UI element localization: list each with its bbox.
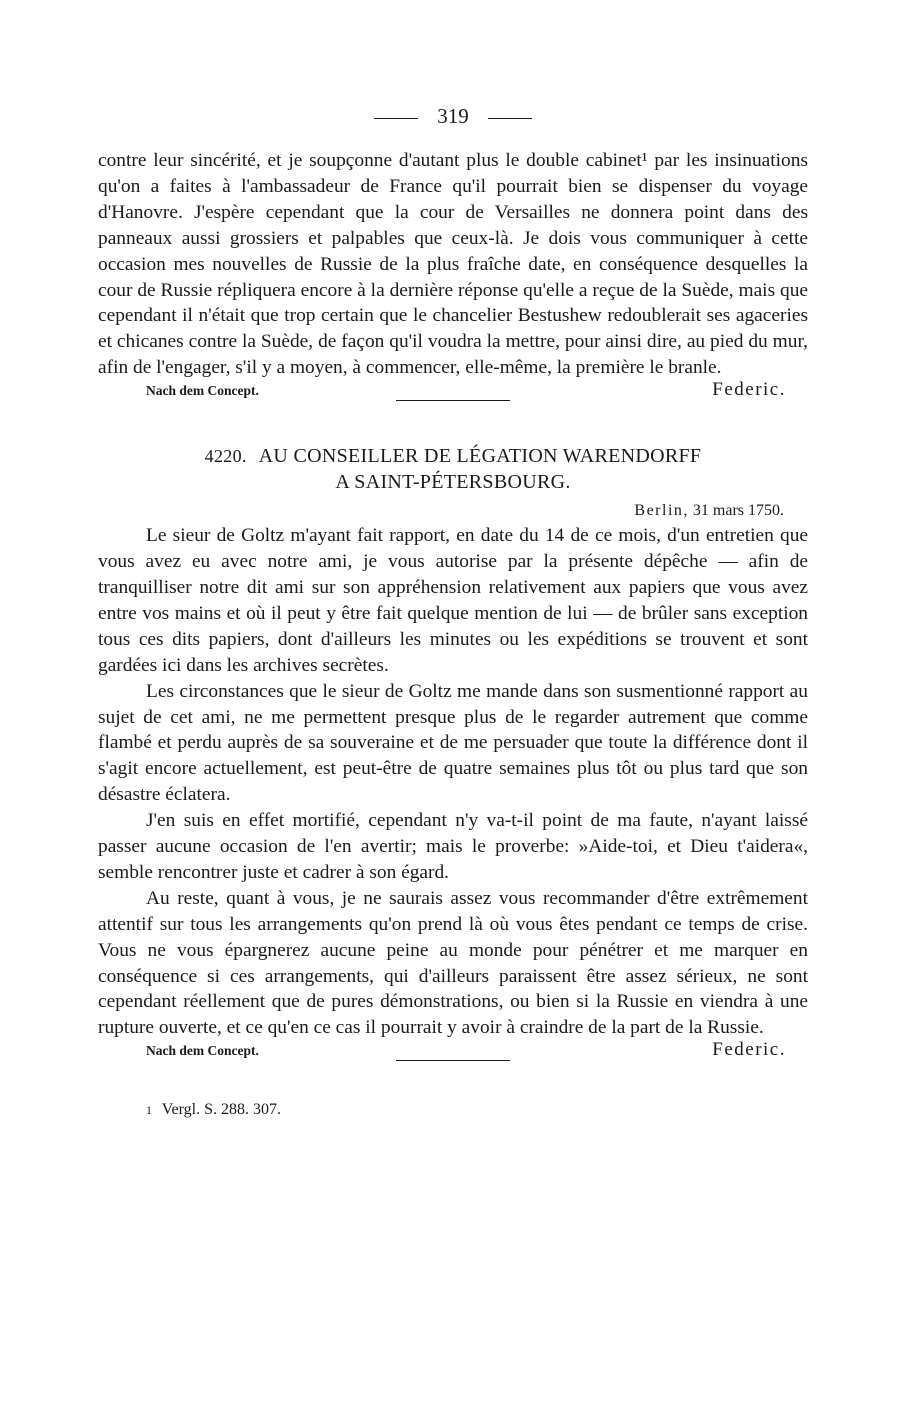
source-note: Nach dem Concept. [146, 383, 259, 399]
heading-line-1: AU CONSEILLER DE LÉGATION WARENDORFF [258, 445, 702, 468]
date: 31 mars 1750. [692, 502, 784, 520]
section-separator [396, 1060, 510, 1061]
letter2-paragraph-1: Le sieur de Goltz m'ayant fait rapport, en date du 14 de ce mois, d'un entretien que vous avez eu avec notre ami, je vous autorise par la présente dépêche — afin de tranquilliser notre dit ami sur son appréhension relativement aux papiers que vous avez entre vos mains et où il peut y être fait quelque mention de lui — de brûler sans exception tous ces dits papiers, dont d'ailleurs les minutes ou les expéditions se trouvent et sont gardées ici dans les archives secrètes. [98, 525, 808, 676]
letter2-closing [98, 1041, 808, 1067]
signature: Federic. [712, 1039, 786, 1061]
heading-line-2: A SAINT-PÉTERSBOURG. [335, 471, 571, 494]
source-note: Nach dem Concept. [146, 1043, 259, 1059]
date-place: Berlin, [634, 502, 689, 520]
footnote-mark: 1 [146, 1103, 152, 1118]
page-number: 319 [437, 104, 469, 128]
letter-number: 4220. [204, 446, 247, 467]
letter1-paragraph: contre leur sincérité, et je soupçonne d'autant plus le double cabinet¹ par les insinuations qu'on a faites à l'ambassadeur de France qu'il pourrait bien se dispenser du voyage d'Hanovre. J'espère cependant que la cour de Versailles ne donnera point dans des panneaux aussi grossiers et palpables que ceux-là. Je dois vous communiquer à cette occasion mes nouvelles de Russie de la plus fraîche date, en conséquence desquelles la cour de Russie répliquera encore à la dernière réponse qu'elle a reçue de la Suède, mais que cependant il n'était que trop certain que le chancelier Bestushew redoublerait ses agaceries et chicanes contre la Suède, de façon qu'il voudra la mettre, pour ainsi dire, au pied du mur, afin de l'engager, s'il y a moyen, à commencer, elle-même, la première le branle. [98, 150, 808, 379]
footnote [146, 1101, 808, 1119]
header-dash-right [488, 118, 532, 119]
letter-heading [98, 443, 808, 495]
section-separator [396, 400, 510, 401]
letter2-paragraph-4: Au reste, quant à vous, je ne saurais assez vous recommander d'être extrêmement attentif sur tous les arrangements qu'on prend là où vous êtes pendant ce temps de crise. Vous ne vous épargnerez aucune peine au monde pour pénétrer et me marquer en conséquence si ces arrangements, qui d'ailleurs paraissent être assez sérieux, ne sont cependant réellement que de pures démonstrations, ou bien si la Russie en viendra à une rupture ouverte, et ce qu'en ce cas il pourrait y avoir à craindre de la part de la Russie. [98, 887, 808, 1039]
letter1-closing [98, 381, 808, 407]
dateline [98, 499, 784, 523]
signature: Federic. [712, 379, 786, 401]
footnote-text: Vergl. S. 288. 307. [161, 1101, 281, 1119]
letter2-paragraph-3: J'en suis en effet mortifié, cependant n'y va-t-il point de ma faute, n'ayant laissé passer aucune occasion de l'en avertir; mais le proverbe: »Aide-toi, et Dieu t'aidera«, semble rencontrer juste et cadrer à son égard. [98, 810, 808, 883]
page-header [98, 96, 808, 136]
letter2-paragraph-2: Les circonstances que le sieur de Goltz me mande dans son susmentionné rapport au sujet de cet ami, ne me permettent presque plus de le regarder autrement que comme flambé et perdu auprès de sa souveraine et de me persuader que toute la différence dont il s'agit encore actuellement, est peut-être de quatre semaines plus tôt ou plus tard que son désastre éclatera. [98, 680, 808, 806]
book-page [98, 96, 808, 1119]
header-dash-left [374, 118, 418, 119]
